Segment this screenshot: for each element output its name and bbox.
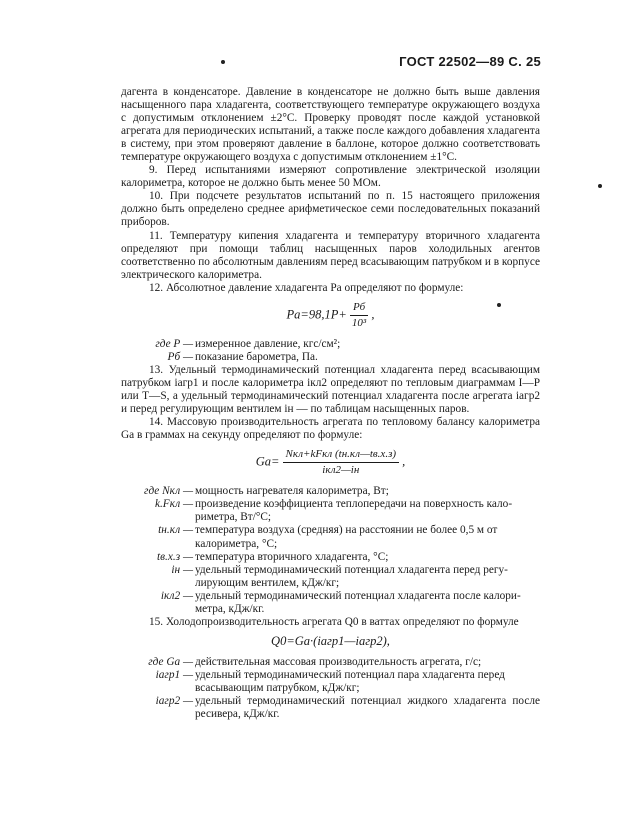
definition-line: метра, кДж/кг. <box>195 602 265 615</box>
margin-dot <box>598 184 602 188</box>
definition-line: мощность нагревателя калориметра, Вт; <box>195 485 389 498</box>
definition-text <box>195 551 540 564</box>
paragraph-9: 9. Перед испытаниями измеряют сопротивление электрической изоляции калориметра, которое не должно быть менее 50 МОм. <box>121 164 540 190</box>
definition-line: температура воздуха (средняя) на расстоянии не более 0,5 м от <box>195 524 498 537</box>
definition-symbol: iн — <box>171 563 193 576</box>
formula-text: Pа=98,1P+ <box>286 307 347 322</box>
paragraph-14: 14. Массовую производительность агрегата по тепловому балансу калориметра Gа в граммах на секунду определяют по формуле: <box>121 416 540 442</box>
formula-cooling-capacity: Q0=Gа·(iагр1—iагр2), <box>271 633 390 648</box>
definition-row <box>121 695 540 721</box>
paragraph-11: 11. Температуру кипения хладагента и температуру вторичного хладагента определяют при помощи таблиц насыщенных паров холодильных агентов соответственно по абсолютным давлениям перед всасывающим патрубком и в корпусе электрического калориметра. <box>121 229 540 281</box>
definition-symbol: где Nкл — <box>144 485 193 498</box>
definition-line: действительная массовая производительность агрегата, г/с; <box>195 655 482 668</box>
definition-row <box>121 656 540 669</box>
formula-text: , <box>371 307 375 322</box>
definition-row <box>121 485 540 498</box>
paragraph-13: 13. Удельный термодинамический потенциал хладагента перед всасывающим патрубком iагр1 и после калориметра iкл2 определяют по тепловым диаграммам I—P или T—S, а удельный термодинамический потенциал хладагента после агрегата iагр2 и перед регулирующим вентилем iн — по таблицам насыщенных паров. <box>121 363 540 416</box>
fraction-numerator: Pб <box>350 301 368 316</box>
definition-row <box>121 669 540 695</box>
definition-text: показание барометра, Па. <box>195 350 318 363</box>
formula-text: , <box>402 454 406 469</box>
definition-line: удельный термодинамический потенциал жидкого хладагента после ресивера, кДж/кг. <box>195 695 540 721</box>
margin-dot <box>221 60 225 64</box>
definition-symbol: где Gа — <box>148 655 193 668</box>
definition-symbol: Pб — <box>167 350 193 363</box>
definition-text <box>195 524 540 550</box>
definition-text: измеренное давление, кгс/см²; <box>195 337 341 350</box>
fraction <box>350 301 368 330</box>
definition-row <box>121 524 540 550</box>
definition-text <box>195 564 540 590</box>
definition-text <box>195 498 540 524</box>
definition-symbol: iагр1 — <box>155 668 193 681</box>
definition-row <box>121 590 540 616</box>
definition-row <box>121 564 540 590</box>
definition-symbol: tв.х.з — <box>157 550 193 563</box>
paragraph-15: 15. Холодопроизводительность агрегата Q0 в ваттах определяют по формуле <box>149 615 519 628</box>
definition-symbol: iагр2 — <box>155 695 193 708</box>
definition-line: калориметра, °С; <box>195 537 278 550</box>
definition-text <box>195 485 540 498</box>
definition-line: риметра, Вт/°С; <box>195 511 272 524</box>
definition-line: произведение коэффициента теплопередачи на поверхность кало- <box>195 498 513 511</box>
definition-line: удельный термодинамический потенциал хладагента перед регу- <box>195 563 508 576</box>
fraction <box>283 448 399 477</box>
definition-line: удельный термодинамический потенциал пара хладагента перед <box>195 668 505 681</box>
definition-text <box>195 695 540 721</box>
definition-line: всасывающим патрубком, кДж/кг; <box>195 681 360 694</box>
fraction-denominator: iкл2—iн <box>322 464 360 477</box>
formula-absolute-pressure <box>121 301 540 330</box>
definition-symbol: tн.кл — <box>158 524 193 537</box>
definition-line: температура вторичного хладагента, °С; <box>195 550 389 563</box>
definition-line: удельный термодинамический потенциал хладагента после калори- <box>195 589 521 602</box>
paragraph-continued: дагента в конденсаторе. Давление в конденсаторе не должно быть выше давления насыщенного пара хладагента, соответствующего температуре окружающего воздуха с допустимым отклонением ±2°С. Проверку проводят после каждой установкой агрегата для периодических испытаний, а также после каждого добавления хладагента в систему, при этом проверяют давление в баллоне, которое должно соответствовать температуре окружающего воздуха с допустимым отклонением ±1°С. <box>121 86 540 164</box>
definition-text <box>195 590 540 616</box>
fraction-numerator: Nкл+kFкл (tн.кл—tв.х.з) <box>283 448 399 463</box>
definition-symbol: где P — <box>155 337 193 350</box>
definition-symbol: k.Fкл — <box>154 498 193 511</box>
definition-line: лирующим вентилем, кДж/кг; <box>195 576 340 589</box>
definition-text <box>195 669 540 695</box>
formula-mass-flow <box>121 448 540 477</box>
definition-row <box>121 551 540 564</box>
formula-text: Gа= <box>255 454 280 469</box>
page-header: ГОСТ 22502—89 С. 25 <box>399 54 541 69</box>
definition-symbol: iкл2 — <box>160 589 193 602</box>
definition-text <box>195 656 540 669</box>
paragraph-10: 10. При подсчете результатов испытаний по п. 15 настоящего приложения должно быть определено среднее арифметическое семи последовательных показаний приборов. <box>121 190 540 229</box>
fraction-denominator: 10³ <box>351 316 367 329</box>
paragraph-12: 12. Абсолютное давление хладагента Pа определяют по формуле: <box>149 281 464 294</box>
definition-row <box>121 498 540 524</box>
body-text <box>121 86 540 721</box>
definition-row <box>121 351 540 364</box>
definition-row <box>121 338 540 351</box>
